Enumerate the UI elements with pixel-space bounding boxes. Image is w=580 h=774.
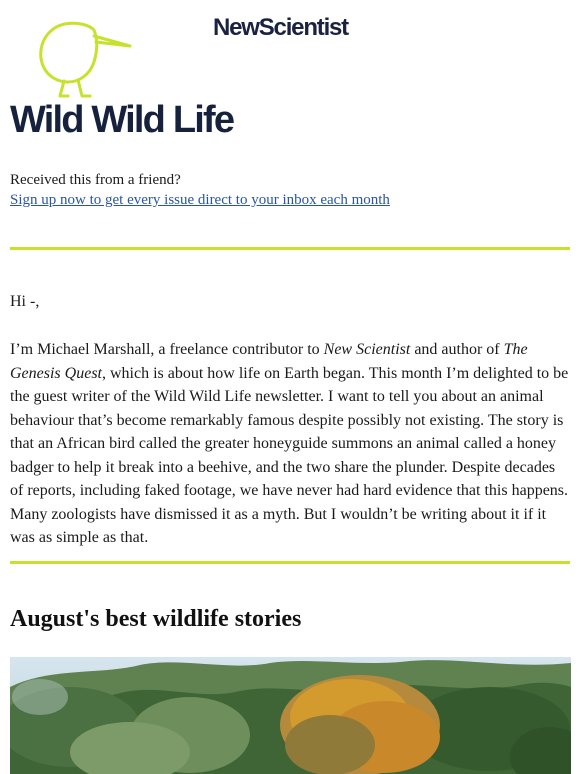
divider: [10, 561, 570, 564]
text-run: , which is about how life on Earth began. This month I’m delighted to be the guest writer of the Wild Wild Life newsletter. I want to tell you about an animal behaviour that’s become remarkably famous despite possibly not existing. The story is that an African bird called the greater honeyguide summons an animal called a honey badger to help it break into a beehive, and the two share the plunder. Despite decades of reports, including faked footage, we have never had hard evidence that this happens. Many zoologists have dismissed it as a myth. But I wouldn’t be writing about it if it was as simple as that.: [10, 364, 569, 546]
story-photo[interactable]: [10, 657, 571, 774]
forest-photo-illustration: [10, 657, 571, 774]
new-scientist-logo[interactable]: NewScientist: [213, 14, 348, 41]
newsletter-header: [0, 0, 580, 160]
book-title: The Genesis Quest: [10, 341, 528, 382]
received-text: Received this from a friend?: [10, 172, 181, 188]
letter-paragraph: [10, 338, 572, 550]
newsletter-title: Wild Wild Life: [10, 99, 234, 141]
publication-name: New Scientist: [323, 341, 411, 358]
kiwi-bird-icon: [34, 18, 134, 100]
text-run: I’m Michael Marshall, a freelance contributor to: [10, 341, 324, 358]
signup-link[interactable]: Sign up now to get every issue direct to your inbox each month: [10, 192, 390, 208]
divider: [10, 247, 570, 250]
text-run: and author of: [410, 341, 504, 358]
intro-block: [10, 170, 390, 210]
greeting: Hi -,: [10, 293, 40, 310]
section-heading: August's best wildlife stories: [10, 606, 302, 632]
